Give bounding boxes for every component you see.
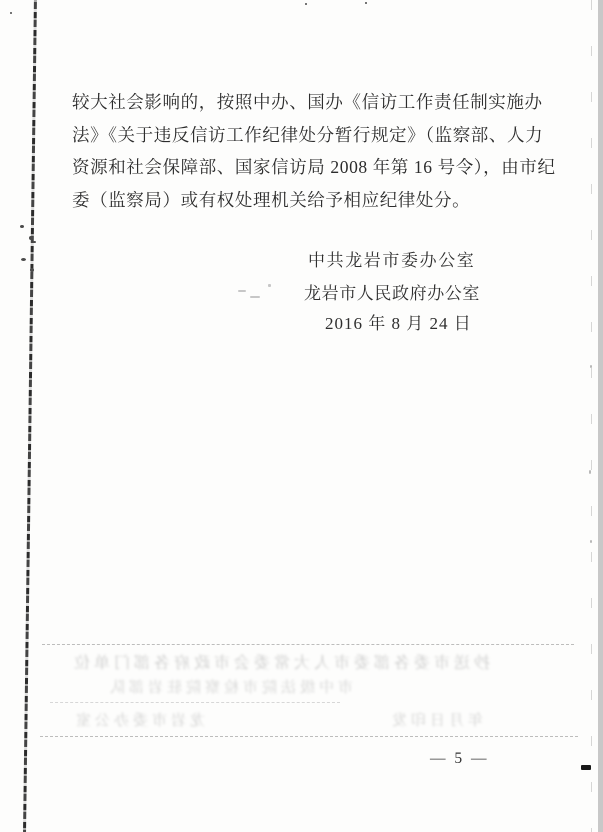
page-edge-strip	[598, 0, 603, 832]
scan-speck	[590, 365, 592, 368]
scan-speck	[29, 236, 33, 240]
bleedthrough-line-1: 抄送市委各部委市人大常委会市政府各部门单位	[70, 655, 491, 672]
body-paragraph	[72, 86, 554, 216]
signature-org-party-office: 中共龙岩市委办公室	[308, 251, 476, 270]
scan-speck	[30, 268, 34, 272]
bleedthrough-rule-bottom	[40, 736, 578, 737]
signature-date: 2016 年 8 月 24 日	[325, 314, 472, 333]
scan-smudge	[238, 290, 246, 292]
scan-speck	[305, 3, 307, 5]
signature-org-government-office: 龙岩市人民政府办公室	[304, 284, 480, 303]
scan-speck	[20, 225, 24, 228]
body-line-2: 法》《关于违反信访工作纪律处分暂行规定》（监察部、人力	[72, 124, 544, 145]
scan-speck	[589, 470, 591, 474]
body-line-4: 委（监察局）或有权处理机关给予相应纪律处分。	[72, 189, 471, 210]
bleedthrough-line-3-right: 年月日印发	[388, 713, 484, 729]
body-line-1: 较大社会影响的，按照中办、国办《信访工作责任制实施办	[72, 92, 543, 112]
scan-smudge	[250, 296, 260, 298]
bleedthrough-line-2: 市中级法院市检察院驻岩部队	[106, 680, 354, 696]
body-line-3: 资源和社会保障部、国家信访局 2008 年第 16 号令），由市纪	[72, 157, 556, 177]
bleedthrough-rule-top	[42, 644, 574, 645]
scan-speck	[33, 241, 36, 243]
binding-edge-line	[23, 0, 37, 832]
ink-dash-mark	[581, 765, 591, 770]
page-edge-line	[591, 0, 592, 832]
scan-smudge	[268, 284, 271, 287]
bleedthrough-line-3-left: 龙岩市委办公室	[72, 713, 206, 729]
page-number: — 5 —	[430, 750, 489, 767]
scan-speck	[365, 2, 367, 4]
scan-speck	[21, 258, 26, 261]
bleedthrough-rule-mid	[50, 702, 340, 703]
scan-speck	[590, 540, 592, 543]
bleedthrough-block	[40, 633, 580, 745]
scan-speck	[10, 12, 12, 14]
